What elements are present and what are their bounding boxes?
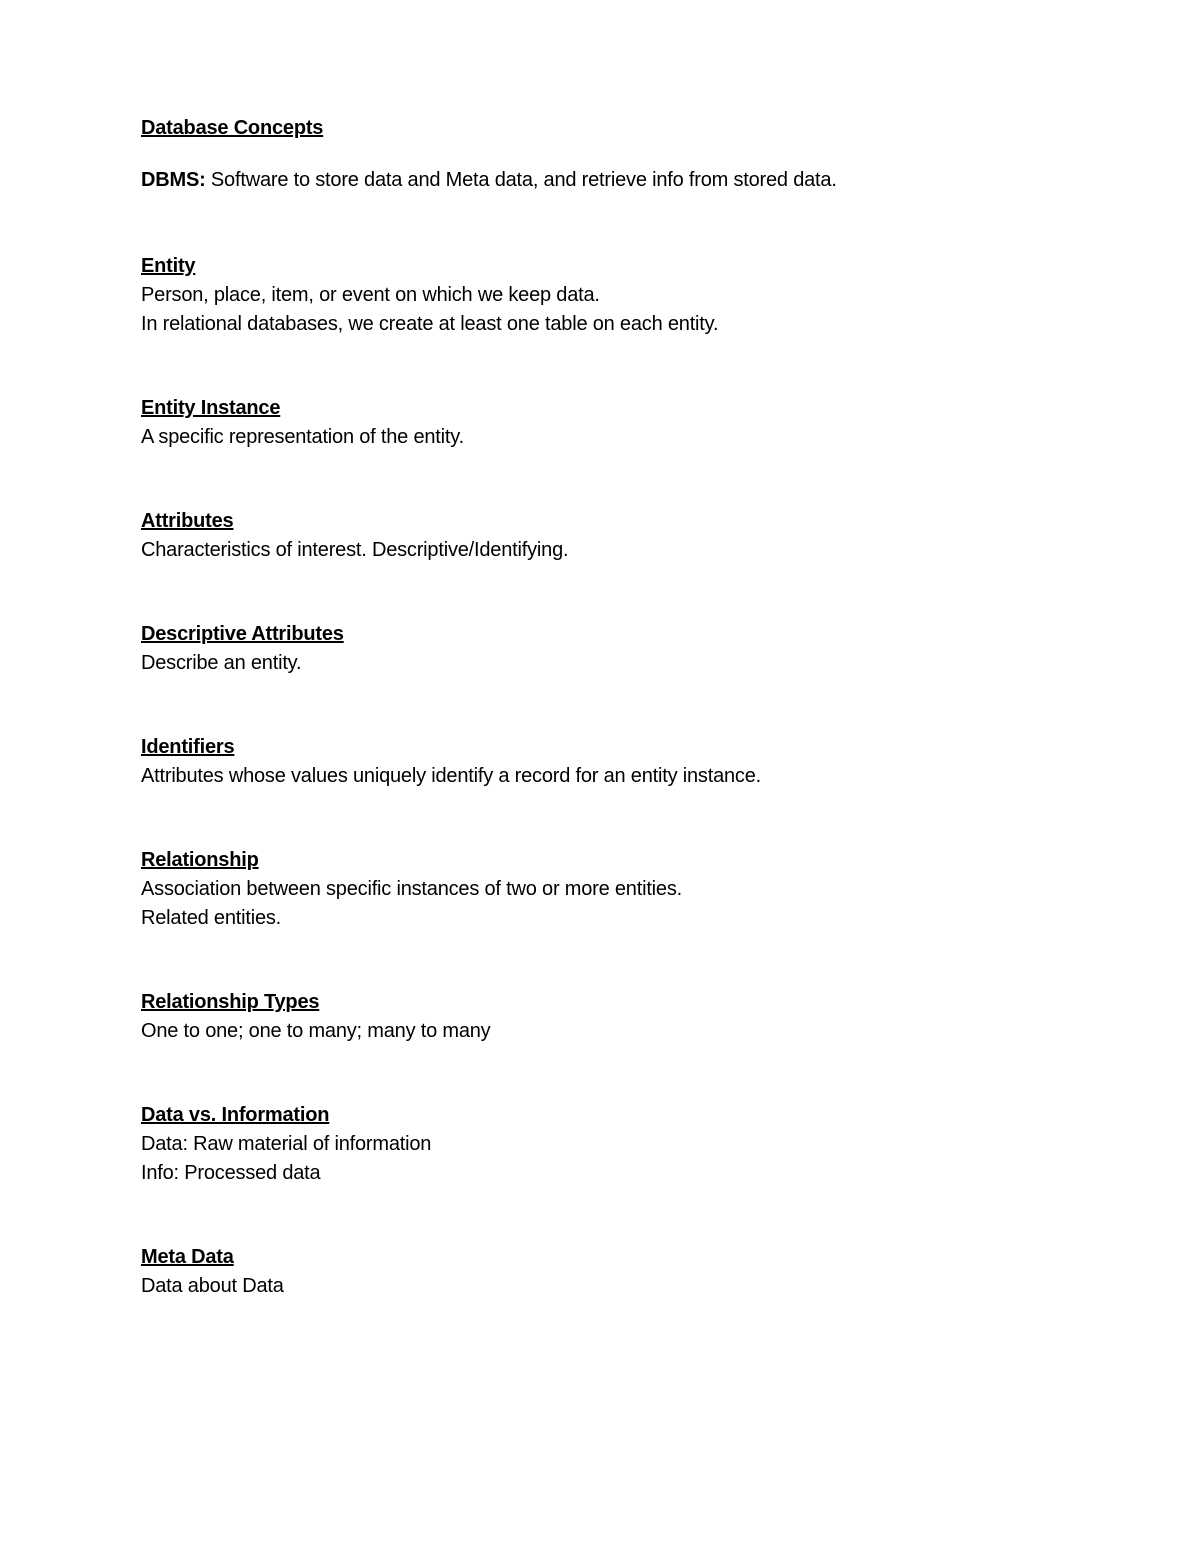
section-heading: Relationship Types [141, 991, 320, 1013]
section-line: One to one; one to many; many to many [141, 1020, 491, 1042]
section-line: In relational databases, we create at least one table on each entity. [141, 313, 719, 335]
section-line: Data about Data [141, 1275, 284, 1297]
section-line: Related entities. [141, 907, 282, 929]
section-relationship [141, 846, 1101, 933]
section-heading: Identifiers [141, 736, 235, 758]
section-heading: Attributes [141, 510, 234, 532]
section-line: Person, place, item, or event on which we keep data. [141, 284, 600, 306]
dbms-definition [141, 166, 1101, 195]
section-line: Describe an entity. [141, 652, 302, 674]
section-heading: Entity Instance [141, 397, 281, 419]
section-line: Info: Processed data [141, 1162, 321, 1184]
section-heading: Meta Data [141, 1246, 234, 1268]
section-heading: Data vs. Information [141, 1104, 330, 1126]
section-line: A specific representation of the entity. [141, 426, 464, 448]
section-meta-data [141, 1243, 1101, 1301]
section-identifiers [141, 733, 1101, 791]
section-data-vs-information [141, 1101, 1101, 1188]
section-attributes [141, 507, 1101, 565]
section-relationship-types [141, 988, 1101, 1046]
section-line: Association between specific instances of two or more entities. [141, 878, 683, 900]
section-heading: Relationship [141, 849, 259, 871]
section-descriptive-attributes [141, 620, 1101, 678]
section-heading: Entity [141, 255, 196, 277]
section-entity [141, 252, 1101, 339]
section-heading: Descriptive Attributes [141, 623, 344, 645]
section-line: Attributes whose values uniquely identify a record for an entity instance. [141, 765, 761, 787]
section-entity-instance [141, 394, 1101, 452]
dbms-term: DBMS: [141, 169, 206, 191]
section-line: Characteristics of interest. Descriptive/Identifying. [141, 539, 569, 561]
document-body [141, 114, 1101, 1301]
page-title: Database Concepts [141, 117, 324, 139]
section-line: Data: Raw material of information [141, 1133, 432, 1155]
dbms-definition-text: Software to store data and Meta data, and retrieve info from stored data. [210, 169, 837, 191]
